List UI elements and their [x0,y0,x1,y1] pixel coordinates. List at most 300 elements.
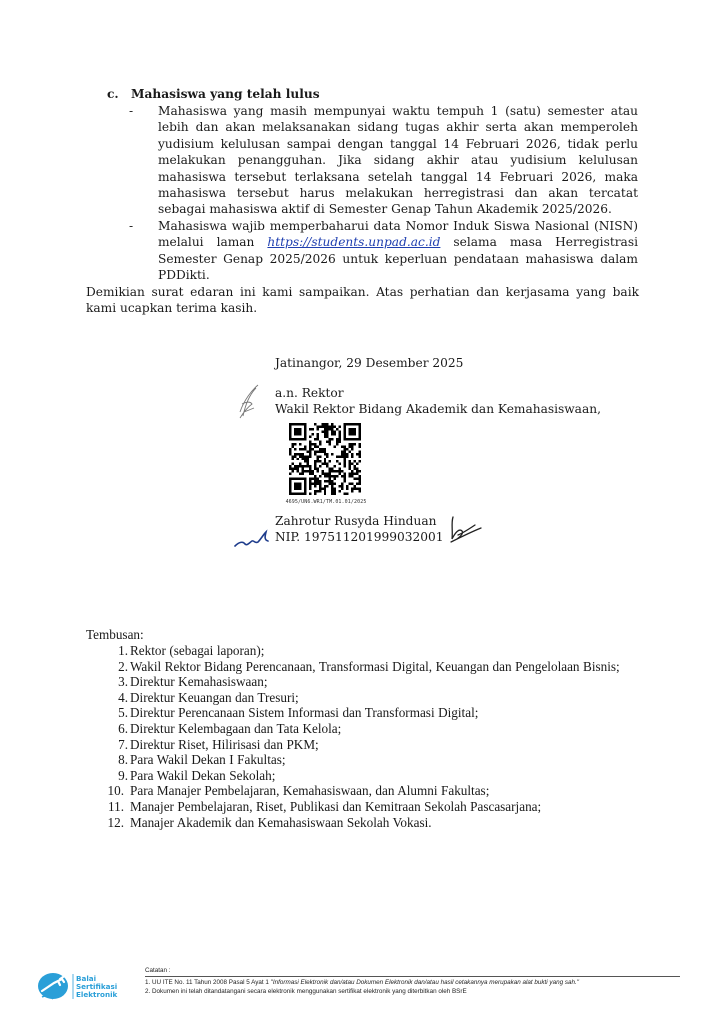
qr-module [311,470,313,472]
qr-module [309,428,311,430]
tembusan-item [100,705,645,721]
item-number: 11. [108,798,124,814]
bullet-dash: - [129,104,134,118]
section-letter: c. [107,87,119,101]
qr-module [331,425,333,427]
qr-module [299,453,301,455]
qr-module [344,465,346,467]
qr-module [331,470,333,472]
qr-module [329,473,331,475]
tembusan-item [100,721,645,737]
qr-module [341,485,343,487]
item-text: Direktur Keuangan dan Tresuri; [130,689,299,705]
qr-module [329,438,331,440]
qr-module [331,428,333,430]
qr-module [306,470,308,472]
qr-module [289,448,291,450]
qr-module [306,465,308,467]
qr-module [309,440,311,442]
qr-module [324,473,326,475]
qr-module [324,453,326,455]
qr-module [289,450,291,452]
qr-module [314,463,316,465]
qr-module [324,435,326,437]
qr-module [341,483,343,485]
qr-module [359,453,361,455]
qr-module [294,465,296,467]
qr-module [329,460,331,462]
qr-module [309,473,311,475]
paraf-signature-icon [447,513,483,545]
tembusan-item [100,768,645,784]
item-number: 10. [107,783,124,799]
qr-module [291,445,293,447]
item-text: Direktur Kemahasiswaan; [130,674,268,690]
qr-module [334,475,336,477]
qr-module [344,480,346,482]
logo-line-1: Balai [76,974,97,983]
qr-module [346,455,348,457]
qr-module [331,430,333,432]
qr-module [309,485,311,487]
qr-module [351,475,353,477]
qr-module [324,423,326,425]
qr-module [354,465,356,467]
qr-module [359,455,361,457]
paraf-signature-blue-icon [233,527,273,549]
footer-divider [145,976,680,977]
bullet-item-graduation-deadline [158,103,638,218]
qr-module [326,423,328,425]
qr-module [351,490,353,492]
qr-module [356,453,358,455]
students-portal-link[interactable]: https://students.unpad.ac.id [267,235,441,250]
logo-line-3: Elektronik [76,990,118,999]
qr-module [344,473,346,475]
section-c-heading [107,86,320,102]
bullet-item-nisn-update [158,218,638,284]
qr-module [326,485,328,487]
qr-module [319,480,321,482]
qr-module [351,463,353,465]
qr-module [306,460,308,462]
qr-module [319,483,321,485]
qr-module [309,445,311,447]
qr-module [334,465,336,467]
qr-module [329,443,331,445]
qr-module [351,488,353,490]
qr-module [321,430,323,432]
qr-module [334,445,336,447]
qr-module [309,478,311,480]
qr-module [351,455,353,457]
qr-module [311,483,313,485]
qr-module [314,453,316,455]
qr-module [316,468,318,470]
qr-module [331,438,333,440]
qr-module [359,470,361,472]
qr-module [336,438,338,440]
qr-module [329,480,331,482]
qr-module [316,435,318,437]
qr-module [326,480,328,482]
qr-module [346,493,348,495]
qr-module [339,440,341,442]
qr-module [301,448,303,450]
item-number: 12. [107,814,124,830]
qr-module [351,483,353,485]
qr-module [324,490,326,492]
qr-module [336,428,338,430]
qr-module [299,448,301,450]
qr-module [329,428,331,430]
qr-module [324,480,326,482]
qr-module [331,433,333,435]
bullet-dash: - [129,219,134,233]
bullet-text-after: selama masa Herregistrasi Semester Genap 2025/2026 untuk keperluan pendataan mahasiswa dalam PDDikti. [158,235,638,283]
qr-module [304,448,306,450]
item-number: 3. [118,674,128,690]
qr-module [339,470,341,472]
qr-module [359,480,361,482]
qr-module [329,440,331,442]
qr-module [296,468,298,470]
qr-module [304,445,306,447]
qr-module [349,483,351,485]
item-text: Wakil Rektor Bidang Perencanaan, Transformasi Digital, Keuangan dan Pengelolaan Bisnis; [130,658,620,674]
qr-module [299,455,301,457]
qr-module [319,455,321,457]
qr-module [331,488,333,490]
qr-module [306,450,308,452]
qr-module [344,445,346,447]
qr-document-number: 4695/UN6.WR1/TM.01.01/2025 [285,499,367,505]
qr-module [309,465,311,467]
qr-module [351,453,353,455]
qr-module [321,423,323,425]
item-number: 1. [118,643,128,658]
tembusan-item [100,643,645,659]
qr-module [314,485,316,487]
qr-module [296,453,298,455]
qr-module [319,443,321,445]
qr-module [339,468,341,470]
qr-module [321,473,323,475]
qr-module [319,475,321,477]
qr-module [339,490,341,492]
qr-module [314,483,316,485]
catatan-label: Catatan : [145,967,171,974]
qr-module [309,450,311,452]
qr-module [309,443,311,445]
item-text: Para Wakil Dekan Sekolah; [130,767,276,783]
qr-module [319,460,321,462]
qr-module [299,465,301,467]
qr-module [339,463,341,465]
qr-module [359,460,361,462]
qr-module [314,445,316,447]
qr-module [341,450,343,452]
qr-module [321,470,323,472]
qr-module [304,458,306,460]
qr-module [351,443,353,445]
qr-module [314,460,316,462]
qr-module [291,458,293,460]
qr-module [321,425,323,427]
qr-module [329,478,331,480]
qr-module [304,460,306,462]
qr-module [349,463,351,465]
qr-module [331,423,333,425]
qr-module [336,475,338,477]
qr-module [321,450,323,452]
qr-module [316,478,318,480]
qr-module [341,470,343,472]
qr-module [334,433,336,435]
qr-module [331,480,333,482]
tembusan-item [100,674,645,690]
item-number: 7. [118,736,128,752]
qr-module [309,483,311,485]
qr-module [319,488,321,490]
item-text: Manajer Akademik dan Kemahasiswaan Sekolah Vokasi. [130,814,432,830]
qr-module [344,453,346,455]
footer-notes [145,966,680,996]
closing-paragraph: Demikian surat edaran ini kami sampaikan. Atas perhatian dan kerjasama yang baik kami ucapkan terima kasih. [86,285,639,316]
qr-module [306,463,308,465]
item-number: 2. [118,658,128,674]
qr-module [301,473,303,475]
qr-module [324,425,326,427]
qr-module [351,473,353,475]
item-number: 8. [118,752,128,768]
item-text: Para Wakil Dekan I Fakultas; [130,752,286,768]
qr-module [311,448,313,450]
qr-module [289,465,291,467]
qr-module [324,493,326,495]
qr-module [316,483,318,485]
qr-module [336,460,338,462]
qr-module [324,433,326,435]
qr-module [331,453,333,455]
qr-module [334,478,336,480]
qr-module [291,463,293,465]
item-text: Direktur Riset, Hilirisasi dan PKM; [130,736,319,752]
qr-module [309,435,311,437]
qr-module [356,473,358,475]
qr-module [326,430,328,432]
qr-module [309,493,311,495]
qr-module [324,475,326,477]
qr-module [356,478,358,480]
qr-module [316,428,318,430]
qr-module [314,465,316,467]
qr-module [339,485,341,487]
qr-module [354,478,356,480]
qr-module [331,483,333,485]
signer-position: Wakil Rektor Bidang Akademik dan Kemahasiswaan, [275,402,601,416]
qr-module [301,453,303,455]
footer-note-2: 2. Dokumen ini telah ditandatangani secara elektronik menggunakan sertifikat elektronik yang diterbitkan oleh BSrE [145,988,467,995]
qr-module [324,460,326,462]
qr-module [294,443,296,445]
qr-module [316,450,318,452]
qr-module [339,425,341,427]
note-1-prefix: 1. UU ITE No. 11 Tahun 2008 Pasal 5 Ayat 1 [145,979,271,986]
qr-module [349,445,351,447]
qr-module [331,468,333,470]
qr-module [324,463,326,465]
signer-nip: NIP. 197511201999032001 [275,530,444,544]
qr-module [351,445,353,447]
paraf-signature-icon [234,382,266,422]
qr-module [334,488,336,490]
qr-module [344,463,346,465]
qr-module [356,483,358,485]
qr-module [319,465,321,467]
qr-module [359,490,361,492]
qr-module [354,485,356,487]
qr-module [336,470,338,472]
qr-module [339,455,341,457]
tembusan-label: Tembusan: [86,627,144,642]
qr-module [339,430,341,432]
qr-module [314,468,316,470]
qr-module [311,428,313,430]
on-behalf-of: a.n. Rektor [275,386,344,400]
qr-module [326,428,328,430]
qr-module [324,485,326,487]
qr-module [324,450,326,452]
qr-module [309,488,311,490]
tembusan-item [100,783,645,799]
qr-module [346,485,348,487]
tembusan-item [100,737,645,753]
qr-module [301,465,303,467]
qr-module [329,475,331,477]
qr-module [336,440,338,442]
qr-module [301,455,303,457]
qr-module [349,475,351,477]
tembusan-item [100,799,645,815]
qr-module [324,428,326,430]
qr-module [341,488,343,490]
qr-module [294,448,296,450]
qr-module [301,458,303,460]
qr-module [329,470,331,472]
bullet-text-before: Mahasiswa wajib memperbaharui data Nomor Induk Siswa Nasional (NISN) melalui laman [158,219,638,250]
bsre-logo [36,969,128,1003]
qr-module [344,458,346,460]
qr-module [326,473,328,475]
qr-module [344,460,346,462]
qr-module [334,493,336,495]
qr-module [326,463,328,465]
qr-module [329,468,331,470]
qr-module [339,473,341,475]
item-text: Manajer Pembelajaran, Riset, Publikasi dan Kemitraan Sekolah Pascasarjana; [130,798,542,814]
qr-module [324,430,326,432]
qr-module [296,470,298,472]
qr-module [334,430,336,432]
qr-module [294,483,301,490]
qr-module [311,478,313,480]
qr-module [301,470,303,472]
qr-module [341,475,343,477]
qr-module [354,473,356,475]
qr-module [304,455,306,457]
qr-module [311,433,313,435]
qr-module [306,458,308,460]
qr-module [314,450,316,452]
qr-module [311,473,313,475]
tembusan-item [100,690,645,706]
qr-module [356,470,358,472]
qr-module [354,460,356,462]
tembusan-item [100,752,645,768]
qr-module [321,488,323,490]
bullet-text: Mahasiswa yang masih mempunyai waktu tempuh 1 (satu) semester atau lebih dan akan melaksanakan sidang tugas akhir serta akan memperoleh yudisium kelulusan sampai dengan tanggal 14 Februari 2026, tidak perlu melakukan penangguhan. Jika sidang akhir atau yudisium kelulusan mahasiswa tersebut terlaksana setelah tanggal 14 Februari 2026, maka mahasiswa tersebut harus melakukan herregistrasi dan akan tercatat sebagai mahasiswa aktif di Semester Genap Tahun Akademik 2025/2026. [158,104,638,217]
qr-module [344,478,346,480]
qr-module [289,473,291,475]
qr-module [354,443,356,445]
note-1-quote: "Informasi Elektronik dan/atau Dokumen Elektronik dan/atau hasil cetakannya merupakan alat bukti yang sah." [270,979,579,986]
qr-module [349,468,351,470]
qr-module [326,453,328,455]
qr-module [316,438,318,440]
qr-module [359,445,361,447]
qr-module [314,443,316,445]
qr-module [319,448,321,450]
qr-module [291,470,293,472]
qr-module [334,470,336,472]
qr-module [316,433,318,435]
item-number: 5. [118,705,128,721]
qr-module [311,443,313,445]
qr-module [291,468,293,470]
qr-module [296,465,298,467]
qr-module [326,440,328,442]
item-number: 6. [118,720,128,736]
qr-module [316,470,318,472]
qr-module [344,448,346,450]
qr-module [349,473,351,475]
qr-module [299,443,301,445]
signer-name: Zahrotur Rusyda Hinduan [275,514,437,528]
qr-module [356,488,358,490]
qr-module [349,465,351,467]
qr-module [289,468,291,470]
qr-module [301,468,303,470]
qr-module [359,488,361,490]
section-title: Mahasiswa yang telah lulus [131,87,320,101]
qr-module [314,438,316,440]
item-text: Para Manajer Pembelajaran, Kemahasiswaan, dan Alumni Fakultas; [130,783,490,799]
qr-module [331,475,333,477]
qr-module [289,453,291,455]
qr-module [359,450,361,452]
qr-module [344,493,346,495]
qr-module [294,455,296,457]
qr-module [344,455,346,457]
qr-module [356,463,358,465]
qr-module [354,488,356,490]
qr-module [291,443,293,445]
qr-module [316,458,318,460]
qr-module [316,455,318,457]
qr-module [324,448,326,450]
qr-module [319,490,321,492]
